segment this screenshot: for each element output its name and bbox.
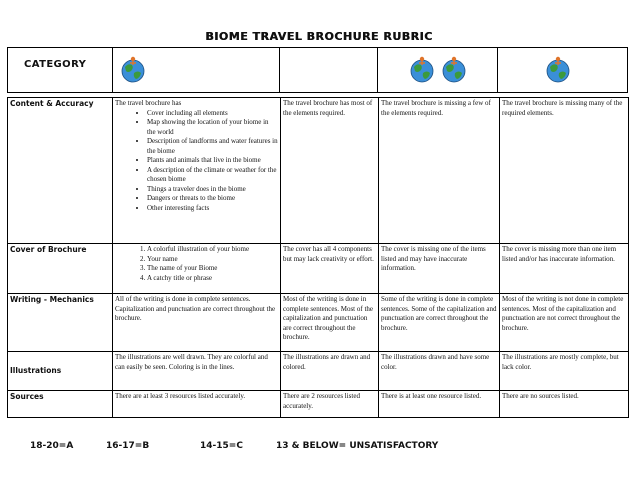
- level-1-cell: The illustrations are mostly complete, but lack color.: [500, 352, 629, 391]
- header-level-2-cell: [378, 48, 499, 92]
- list-item: 1. A colorful illustration of your biome: [147, 245, 278, 255]
- list-item: • Dangers or threats to the biome: [147, 194, 278, 204]
- rubric-table: [7, 97, 629, 418]
- level-2-cell: There is at least one resource listed.: [379, 391, 500, 418]
- grade-unsatisfactory-label: 13 & BELOW= UNSATISFACTORY: [276, 441, 439, 451]
- header-level-1-cell: [498, 48, 627, 92]
- level-3-cell: The cover has all 4 components but may lack creativity or effort.: [281, 244, 379, 294]
- list-item: 2. Your name: [147, 255, 278, 265]
- level-1-cell: Most of the writing is not done in complete sentences. Most of the capitalization and punctuation are not correct throughout the brochure.: [500, 294, 629, 352]
- level-3-cell: Most of the writing is done in complete sentences. Most of the capitalization and punctuation are correct throughout the brochure.: [281, 294, 379, 352]
- level-4-cell: All of the writing is done in complete sentences. Capitalization and punctuation are correct throughout the brochure.: [113, 294, 281, 352]
- level-4-cell: The illustrations are well drawn. They are colorful and can easily be seen. Coloring is in the lines.: [113, 352, 281, 391]
- header-category-cell: [8, 48, 113, 92]
- level-1-cell: The cover is missing more than one item listed and/or has inaccurate information.: [500, 244, 629, 294]
- level-2-cell: Some of the writing is done in complete sentences. Some of the capitalization and punctuation are correct throughout the brochure.: [379, 294, 500, 352]
- level-3-cell: The illustrations are drawn and colored.: [281, 352, 379, 391]
- table-row: [8, 244, 629, 294]
- list-item: • Description of landforms and water features in the biome: [147, 137, 278, 156]
- level-3-cell: There are 2 resources listed accurately.: [281, 391, 379, 418]
- list-item: • Other interesting facts: [147, 204, 278, 214]
- level-4-cell: [113, 244, 281, 294]
- level-2-cell: The cover is missing one of the items listed and may have inaccurate information.: [379, 244, 500, 294]
- level-3-cell: The travel brochure has most of the elements required.: [281, 98, 379, 244]
- header-level-3-cell: [280, 48, 378, 92]
- globe-icon: [440, 54, 468, 84]
- grade-c-label: 14-15=C: [200, 441, 243, 451]
- table-row: [8, 294, 629, 352]
- page-title: BIOME TRAVEL BROCHURE RUBRIC: [205, 30, 433, 43]
- grade-b-label: 16-17=B: [106, 441, 150, 451]
- level-4-cell: There are at least 3 resources listed accurately.: [113, 391, 281, 418]
- grade-a-label: 18-20=A: [30, 441, 74, 451]
- globe-icon: [408, 54, 436, 84]
- list-item: • Map showing the location of your biome in the world: [147, 118, 278, 137]
- level-1-cell: The travel brochure is missing many of the required elements.: [500, 98, 629, 244]
- level-2-cell: The travel brochure is missing a few of the elements required.: [379, 98, 500, 244]
- list-item: • Plants and animals that live in the biome: [147, 156, 278, 166]
- level-2-cell: The illustrations drawn and have some color.: [379, 352, 500, 391]
- category-header-label: CATEGORY: [24, 59, 87, 70]
- globe-icon: [119, 54, 147, 84]
- list-item: • Cover including all elements: [147, 109, 278, 119]
- category-cell: Content & Accuracy: [8, 98, 113, 244]
- globe-icon: [544, 54, 572, 84]
- table-row: [8, 352, 629, 391]
- list-item: • A description of the climate or weather for the chosen biome: [147, 166, 278, 185]
- category-cell: Writing - Mechanics: [8, 294, 113, 352]
- table-row: [8, 391, 629, 418]
- category-cell: Sources: [8, 391, 113, 418]
- list-item: 3. The name of your Biome: [147, 264, 278, 274]
- category-cell: Illustrations: [8, 352, 113, 391]
- level-1-cell: There are no sources listed.: [500, 391, 629, 418]
- cover-list: [115, 245, 278, 283]
- requirements-list: [115, 109, 278, 214]
- cell-intro: The travel brochure has: [115, 99, 182, 107]
- header-row: [7, 47, 628, 93]
- list-item: 4. A catchy title or phrase: [147, 274, 278, 284]
- list-item: • Things a traveler does in the biome: [147, 185, 278, 195]
- header-level-4-cell: [113, 48, 280, 92]
- table-row: [8, 98, 629, 244]
- category-cell: Cover of Brochure: [8, 244, 113, 294]
- level-4-cell: [113, 98, 281, 244]
